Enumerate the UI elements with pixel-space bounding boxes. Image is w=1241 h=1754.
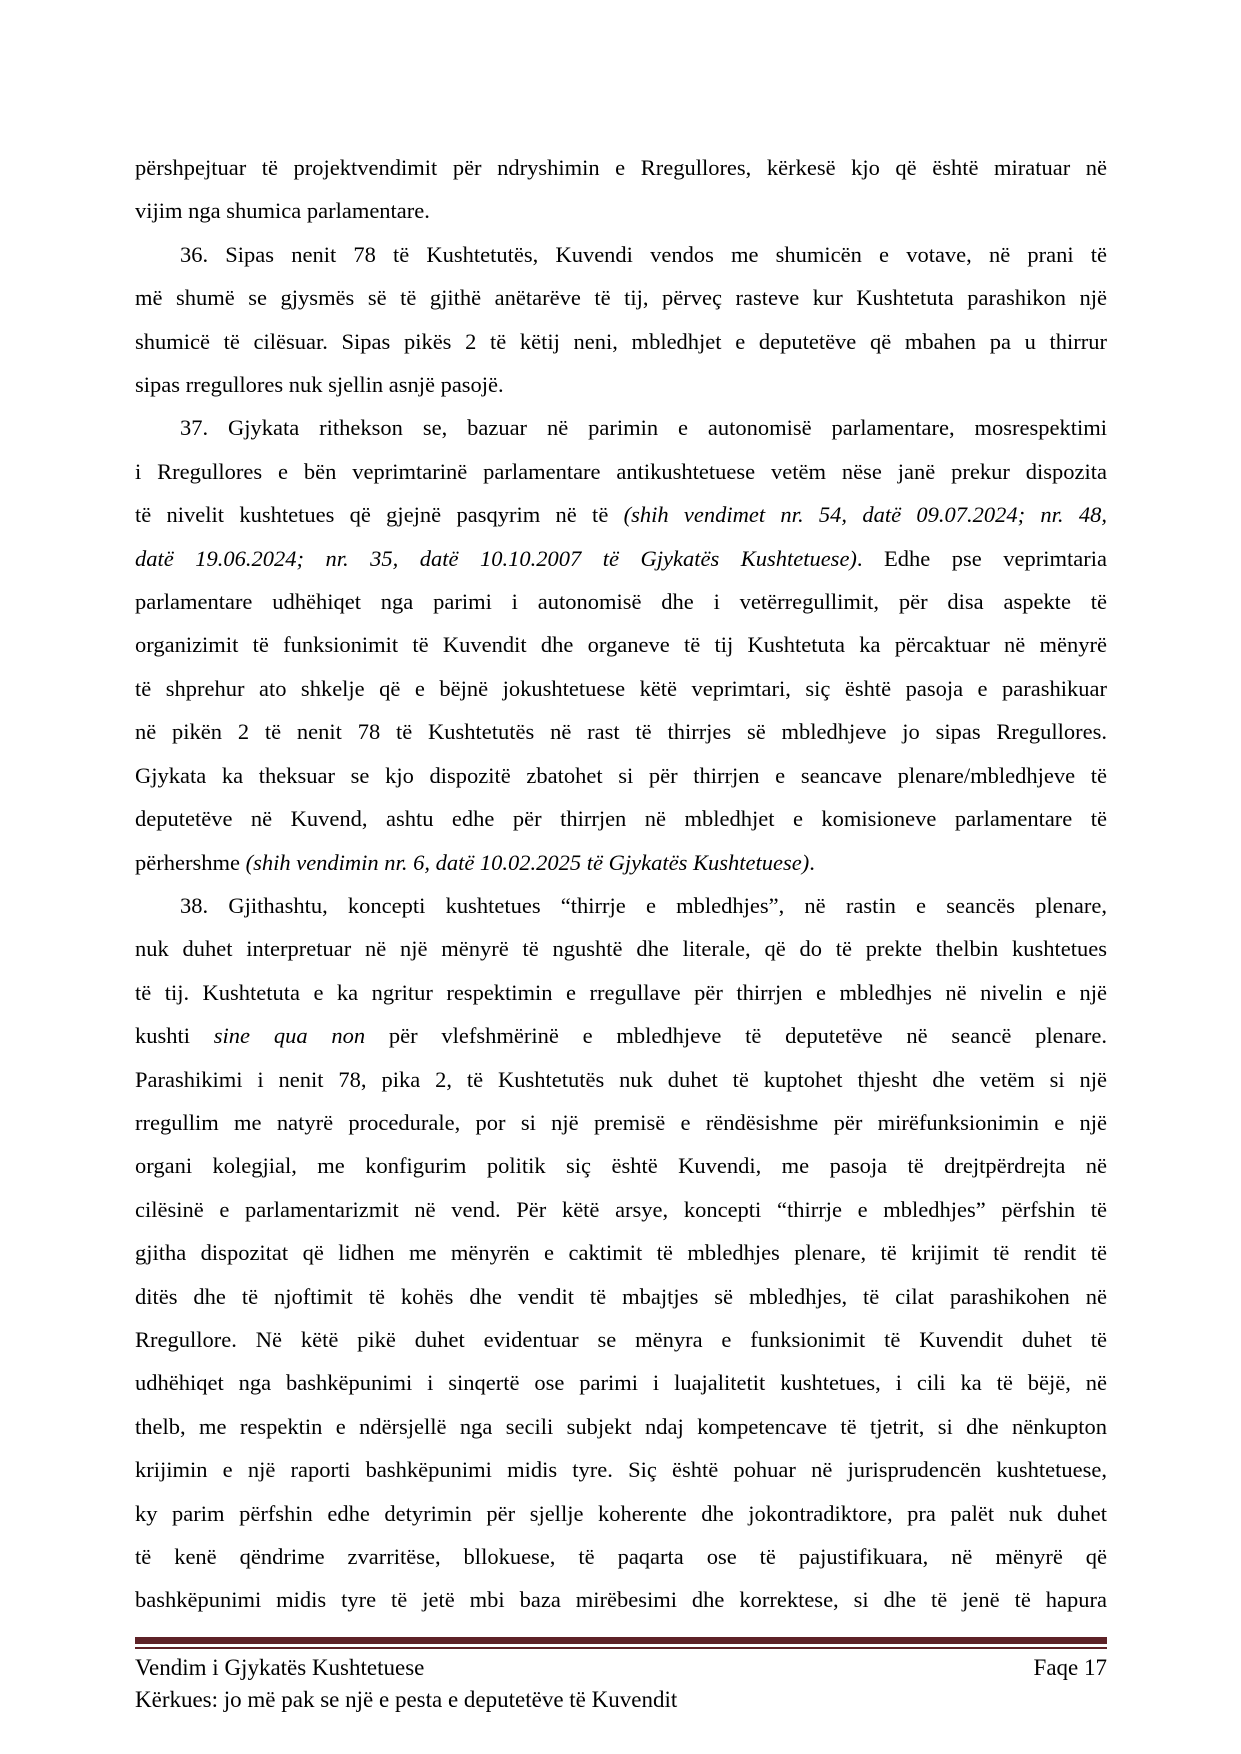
text-run: (shih vendimet nr. 54, datë 09.07.2024; nr. 48, [623,502,1107,528]
text-line [135,623,1107,666]
text-run: sipas rregullores nuk sjellin asnjë pasojë. [135,372,504,398]
text-run: (shih vendimin nr. 6, datë 10.02.2025 të Gjykatës Kushtetuese) [245,849,810,875]
text-line [135,1361,1107,1404]
text-run: të kenë qëndrime zvarritëse, bllokuese, të paqarta ose të pajustifikuara, në mënyrë që [135,1544,1107,1569]
footer-document-title: Vendim i Gjykatës Kushtetuese [135,1655,425,1680]
text-run: datë 19.06.2024; nr. 35, datë 10.10.2007 të Gjykatës Kushtetuese) [135,545,857,571]
text-run: të tij. Kushtetuta e ka ngritur respektimin e rregullave për thirrjen e mbledhjes në nivelin e një [135,979,1107,1005]
text-run: cilësinë e parlamentarizmit në vend. Për këtë arsye, koncepti “thirrje e mbledhjes” përfshin të [135,1196,1107,1222]
text-run: të nivelit kushtetues që gjejnë pasqyrim në të [135,502,624,528]
text-line [135,841,1107,884]
footer-rule [135,1637,1107,1649]
text-run: krijimin e një raporti bashkëpunimi midis tyre. Siç është pohuar në jurisprudencën kushtetuese, [135,1457,1107,1483]
text-line [135,189,1107,232]
page-number: Faqe 17 [1033,1655,1107,1680]
text-line [135,537,1107,580]
paragraph [135,884,1107,1622]
text-line [135,1275,1107,1318]
text-line [135,450,1107,493]
footer-row [135,1652,1107,1684]
text-run: 38. Gjithashtu, koncepti kushtetues “thirrje e mbledhjes”, në rastin e seancës plenare, [180,892,1107,918]
document-body [135,146,1107,1622]
text-line [135,1188,1107,1231]
text-line [135,276,1107,319]
text-run: thelb, me respektin e ndërsjellë nga secili subjekt ndaj kompetencave të tjetrit, si dhe nënkupton [135,1413,1107,1439]
text-line [135,971,1107,1014]
text-line [135,927,1107,970]
text-run: në pikën 2 të nenit 78 të Kushtetutës në rast të thirrjes së mbledhjeve jo sipas Rregullores. [135,719,1107,745]
text-line [135,146,1107,189]
text-run: bashkëpunimi midis tyre të jetë mbi baza mirëbesimi dhe korrektese, si dhe të jenë të hapura [135,1587,1107,1613]
text-run: ky parim përfshin edhe detyrimin për sjellje koherente dhe jokontradiktore, pra palët nuk duhet [135,1500,1107,1526]
text-run: organizimit të funksionimit të Kuvendit dhe organeve të tij Kushtetuta ka përcaktuar në mënyrë [135,632,1107,658]
text-line [135,710,1107,753]
paragraph [135,406,1107,883]
text-run: Parashikimi i nenit 78, pika 2, të Kushtetutës nuk duhet të kuptohet thjesht dhe vetëm si një [135,1066,1107,1092]
text-run: deputetëve në Kuvend, ashtu edhe për thirrjen në mbledhjet e komisioneve parlamentare të [135,806,1107,832]
text-line [135,320,1107,363]
paragraph [135,146,1107,233]
text-line [135,754,1107,797]
text-line [135,1448,1107,1491]
text-line [135,1014,1107,1057]
text-line [135,667,1107,710]
text-line [135,797,1107,840]
text-run: organi kolegjial, me konfigurim politik siç është Kuvendi, me pasoja të drejtpërdrejta në [135,1153,1107,1179]
text-line [135,1492,1107,1535]
text-run: 36. Sipas nenit 78 të Kushtetutës, Kuvendi vendos me shumicën e votave, në prani të [180,241,1107,267]
text-run: udhëhiqet nga bashkëpunimi i sinqertë ose parimi i luajalitetit kushtetues, i cili ka të bëjë, në [135,1370,1107,1396]
text-line [135,363,1107,406]
text-run: i Rregullores e bën veprimtarinë parlamentare antikushtetuese vetëm nëse janë prekur dispozita [135,458,1107,484]
text-run: Gjykata ka theksuar se kjo dispozitë zbatohet si për thirrjen e seancave plenare/mbledhjeve të [135,762,1107,788]
text-run: gjitha dispozitat që lidhen me mënyrën e caktimit të mbledhjes plenare, të krijimit të rendit të [135,1240,1107,1266]
text-run: . [809,849,815,875]
text-line [135,1058,1107,1101]
text-run: rregullim me natyrë procedurale, por si një premisë e rëndësishme për mirëfunksionimin e një [135,1109,1107,1135]
text-run: ditës dhe të njoftimit të kohës dhe vendit të mbajtjes së mbledhjes, të cilat parashikohen në [135,1283,1107,1309]
text-line [135,1231,1107,1274]
text-line [135,1101,1107,1144]
text-line [135,884,1107,927]
page-footer [135,1637,1107,1716]
text-line [135,1578,1107,1621]
text-run: të shprehur ato shkelje që e bëjnë jokushtetuese këtë veprimtari, siç është pasoja e parashikuar [135,675,1107,701]
footer-requester: Kërkues: jo më pak se një e pesta e deputetëve të Kuvendit [135,1687,678,1712]
text-line [135,1144,1107,1187]
text-line [135,493,1107,536]
text-line [135,233,1107,276]
text-run: 37. Gjykata rithekson se, bazuar në parimin e autonomisë parlamentare, mosrespektimi [180,415,1107,441]
text-line [135,1318,1107,1361]
text-run: nuk duhet interpretuar në një mënyrë të ngushtë dhe literale, që do të prekte thelbin kushtetues [135,936,1107,962]
text-run: sine qua non [213,1023,366,1049]
text-run: Rregullore. Në këtë pikë duhet evidentuar se mënyra e funksionimit të Kuvendit duhet të [135,1326,1107,1352]
text-line [135,580,1107,623]
text-line [135,1405,1107,1448]
text-line [135,406,1107,449]
text-run: kushti [135,1023,214,1049]
text-run: parlamentare udhëhiqet nga parimi i autonomisë dhe i vetërregullimit, për disa aspekte të [135,589,1107,615]
text-run: . Edhe pse veprimtaria [856,545,1107,571]
text-run: përshpejtuar të projektvendimit për ndryshimin e Rregullores, kërkesë kjo që është miratuar në [135,155,1107,180]
text-run: përhershme [135,849,246,875]
text-line [135,1535,1107,1578]
text-run: për vlefshmërinë e mbledhjeve të deputetëve në seancë plenare. [365,1023,1107,1049]
text-run: shumicë të cilësuar. Sipas pikës 2 të këtij neni, mbledhjet e deputetëve që mbahen pa u thirrur [135,328,1107,354]
text-run: më shumë se gjysmës së të gjithë anëtarëve të tij, përveç rasteve kur Kushtetuta parashikon një [135,285,1107,311]
text-run: vijim nga shumica parlamentare. [135,198,430,224]
paragraph [135,233,1107,407]
